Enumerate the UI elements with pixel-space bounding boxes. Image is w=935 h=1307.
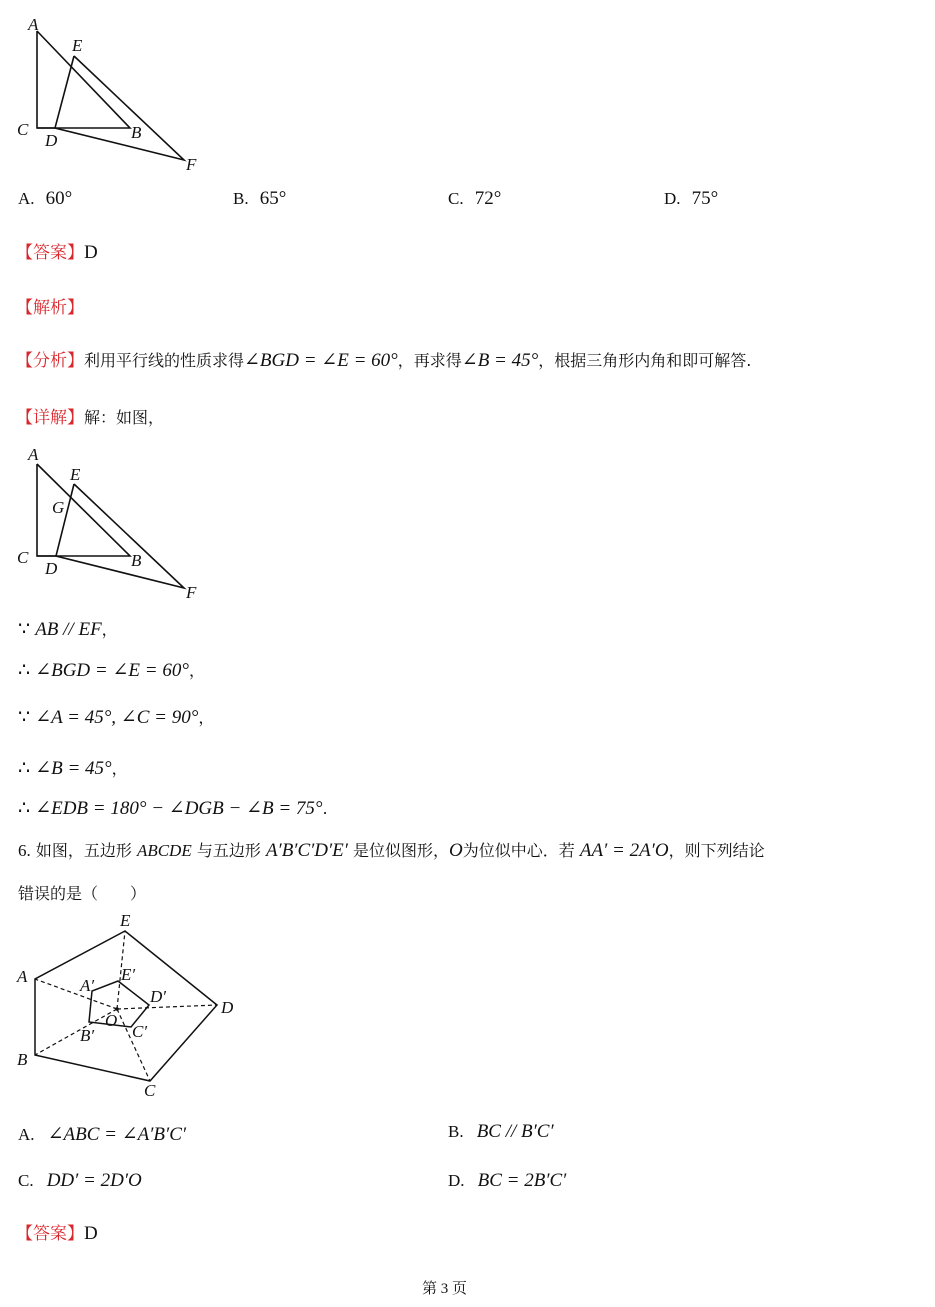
label-D: D [45, 131, 58, 150]
label-Ap: A′ [80, 976, 95, 995]
option-value: ∠ABC = ∠A′B′C′ [47, 1124, 187, 1145]
q5-option-a: A. 60° [18, 188, 73, 209]
q5-jiexi-tag: 【解析】 [16, 298, 84, 318]
label-E: E [120, 911, 131, 930]
label-Cp: C′ [132, 1022, 148, 1041]
q6-stem-line1: 6. 如图，五边形 ABCDE 与五边形 A′B′C′D′E′ 是位似图形，O为位似中心．若 AA′ = 2A′O，则下列结论 [18, 840, 765, 861]
step-3: ∵ ∠A = 45°, ∠C = 90°， [18, 707, 215, 728]
label-F: F [186, 155, 197, 174]
page-number: 第 3 页 [422, 1281, 468, 1297]
q5-option-c: C. 72° [448, 188, 502, 209]
answer-value: D [84, 1223, 98, 1244]
figure-triangles-1 [0, 0, 220, 180]
q6-option-c: C. DD′ = 2D′O [18, 1170, 142, 1191]
step-2: ∴ ∠BGD = ∠E = 60°， [18, 660, 205, 681]
label-E: E [72, 36, 83, 55]
q6-answer [16, 1219, 98, 1245]
step-5: ∴ ∠EDB = 180° − ∠DGB − ∠B = 75°. [18, 798, 328, 819]
answer-tag: 【答案】 [16, 1224, 84, 1244]
q5-option-d: D. 75° [664, 188, 719, 209]
label-B: B [131, 551, 142, 570]
label-F: F [186, 583, 197, 602]
q6-stem-line2: 错误的是（ ） [18, 884, 147, 903]
label-A: A [17, 967, 28, 986]
label-C: C [144, 1081, 156, 1100]
label-B: B [17, 1050, 28, 1069]
step-4: ∴ ∠B = 45°， [18, 758, 128, 779]
label-O: O [105, 1011, 118, 1030]
q5-answer [16, 238, 98, 264]
q6-option-d: D. BC = 2B′C′ [448, 1170, 567, 1191]
label-D: D [221, 998, 234, 1017]
label-A: A [28, 445, 39, 464]
q6-option-b: B. BC // B′C′ [448, 1121, 554, 1142]
option-value: 75° [691, 188, 719, 209]
label-Bp: B′ [80, 1026, 95, 1045]
q5-option-b: B. 65° [233, 188, 287, 209]
option-value: 65° [259, 188, 287, 209]
label-D: D [45, 559, 58, 578]
option-value: 60° [45, 188, 73, 209]
label-C: C [17, 120, 29, 139]
q5-xiangjie: 【详解】解：如图， [16, 408, 165, 428]
q5-fenxi: 【分析】利用平行线的性质求得∠BGD = ∠E = 60°，再求得∠B = 45°，根据三角形内角和即可解答. [16, 350, 752, 371]
label-A: A [28, 15, 39, 34]
label-Ep: E′ [121, 965, 136, 984]
answer-value: D [84, 242, 98, 263]
option-value: 72° [474, 188, 502, 209]
q6-option-a: A. ∠ABC = ∠A′B′C′ [18, 1124, 187, 1145]
label-E: E [70, 465, 81, 484]
figure-triangles-2 [0, 440, 220, 610]
step-1: ∵ AB // EF， [18, 619, 118, 640]
answer-tag: 【答案】 [16, 243, 84, 263]
label-G: G [52, 498, 65, 517]
label-B: B [131, 123, 142, 142]
option-value: BC = 2B′C′ [477, 1170, 567, 1191]
option-value: BC // B′C′ [476, 1121, 554, 1142]
label-Dp: D′ [150, 987, 166, 1006]
label-C: C [17, 548, 29, 567]
figure-pentagons [0, 905, 260, 1105]
option-value: DD′ = 2D′O [46, 1170, 142, 1191]
